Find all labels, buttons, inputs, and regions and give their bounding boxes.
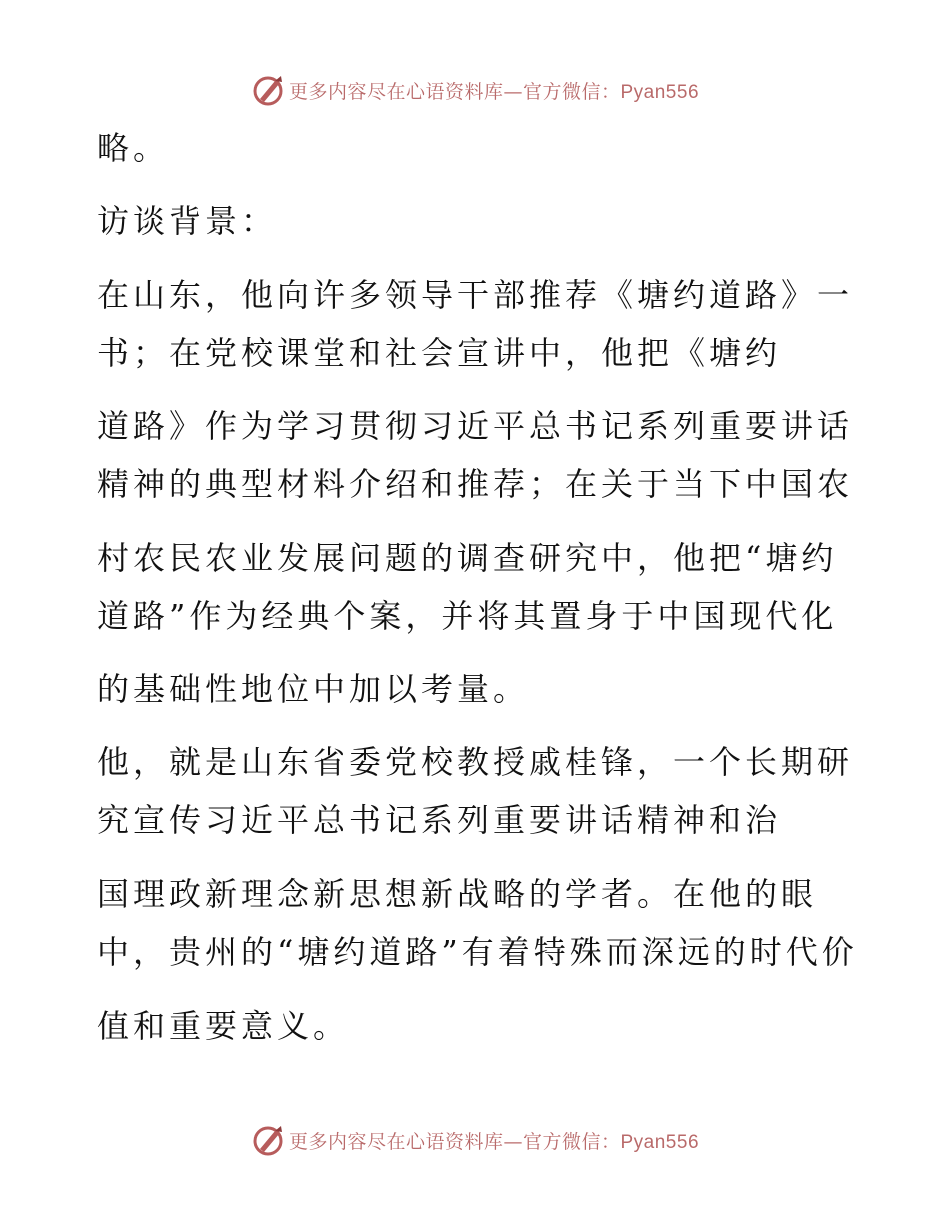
pen-logo-icon (251, 1123, 285, 1157)
text-line: 道路”作为经典个案，并将其置身于中国现代化 (97, 597, 838, 635)
header-banner (0, 70, 950, 110)
header-banner-text: 更多内容尽在心语资料库—官方微信：Pyan556 (288, 80, 700, 103)
text-line: 在山东，他向许多领导干部推荐《塘约道路》一 (97, 276, 854, 314)
header-wechat-id: Pyan556 (620, 81, 700, 103)
text-line: 国理政新理念新思想新战略的学者。在他的眼 (97, 875, 818, 913)
footer-wechat-id: Pyan556 (620, 1131, 700, 1153)
text-line: 略。 (97, 129, 170, 167)
text-line: 值和重要意义。 (97, 1007, 350, 1045)
text-line: 究宣传习近平总书记系列重要讲话精神和治 (97, 801, 782, 839)
text-line: 书；在党校课堂和社会宣讲中，他把《塘约 (97, 334, 782, 372)
text-line: 访谈背景： (97, 202, 278, 240)
text-line: 中，贵州的“塘约道路”有着特殊而深远的时代价 (97, 933, 858, 971)
text-line: 的基础性地位中加以考量。 (97, 670, 530, 708)
text-line: 精神的典型材料介绍和推荐；在关于当下中国农 (97, 465, 854, 503)
text-line: 道路》作为学习贯彻习近平总书记系列重要讲话 (97, 407, 854, 445)
text-line: 他，就是山东省委党校教授戚桂锋，一个长期研 (97, 743, 854, 781)
footer-banner-text: 更多内容尽在心语资料库—官方微信：Pyan556 (288, 1130, 700, 1153)
pen-logo-icon (251, 73, 285, 107)
footer-banner (0, 1120, 950, 1160)
text-line: 村农民农业发展问题的调查研究中，他把“塘约 (97, 539, 838, 577)
